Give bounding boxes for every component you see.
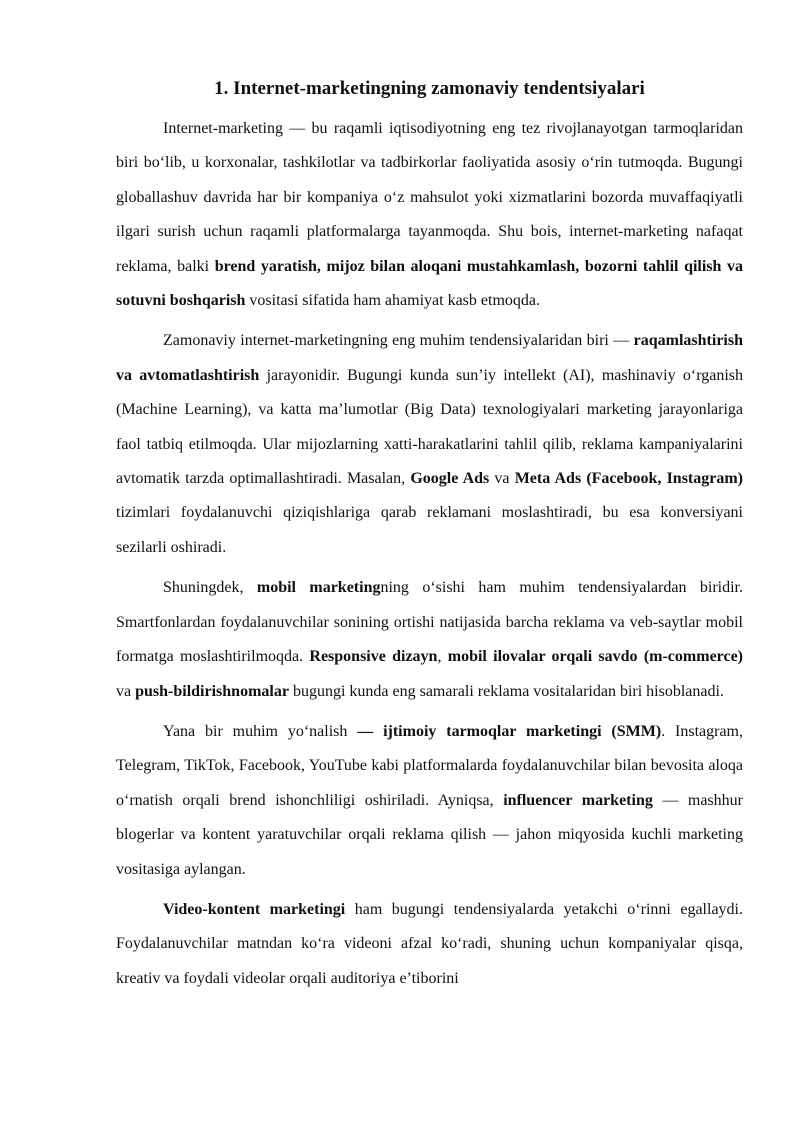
paragraph bbox=[116, 893, 743, 996]
paragraph-text: va bbox=[489, 470, 515, 488]
paragraph-bold-text: brend yaratish, mijoz bilan aloqani mustahkamlash, bozorni tahlil qilish va sotuvni boshqarish bbox=[116, 257, 744, 310]
paragraph-bold-text: raqamlashtirish va avtomatlashtirish bbox=[116, 332, 743, 384]
paragraph-text: Zamonaviy internet-marketingning eng muhim tendensiyalaridan biri — bbox=[163, 332, 634, 350]
paragraph-text: va bbox=[116, 682, 136, 700]
paragraph bbox=[116, 571, 743, 709]
paragraph-text: Internet-marketing — bu raqamli iqtisodiyotning eng tez rivojlanayotgan tarmoqlaridan biri bo‘lib, u korxonalar, tashkilotlar va tadbirkorlar faoliyatida asosiy o‘rin tutmoqda. Bugungi globallashuv davrida har bir kompaniya o‘z mahsulot yoki xizmatlarini bozorda muvaffaqiyatli ilgari surish uchun raqamli platformalarga tayanmoqda. Shu bois, internet-marketing nafaqat reklama, balki bbox=[116, 120, 743, 275]
paragraph-text: vositasi sifatida ham ahamiyat kasb etmoqda. bbox=[245, 292, 540, 310]
paragraph-text: Yana bir muhim yo‘nalish bbox=[163, 722, 358, 740]
paragraph-bold-text: Video-kontent marketingi bbox=[163, 900, 346, 918]
paragraph-bold-text: — ijtimoiy tarmoqlar marketingi (SMM) bbox=[357, 722, 662, 740]
paragraph-text: Shuningdek, bbox=[163, 579, 257, 597]
paragraph-text: ham bugungi tendensiyalarda yetakchi o‘rinni egallaydi. Foydalanuvchilar matndan ko‘ra videoni afzal ko‘radi, shuning uchun kompaniyalar qisqa, kreativ va foydali videolar orqali auditoriya e’tiborini bbox=[116, 900, 743, 987]
paragraph-bold-text: Google Ads bbox=[410, 470, 490, 488]
paragraph bbox=[116, 324, 743, 565]
paragraph-bold-text: mobil ilovalar orqali savdo (m-commerce) bbox=[447, 648, 744, 666]
paragraph-bold-text: influencer marketing bbox=[503, 791, 653, 809]
paragraph-bold-text: Meta Ads (Facebook, Instagram) bbox=[514, 470, 744, 488]
paragraph-text: , bbox=[437, 648, 448, 666]
paragraph bbox=[116, 715, 743, 887]
section-title: 1. Internet-marketingning zamonaviy tendentsiyalari bbox=[214, 78, 645, 99]
paragraph bbox=[116, 112, 743, 318]
paragraph-text: ning o‘sishi ham muhim tendensiyalardan biridir. Smartfonlardan foydalanuvchilar sonining ortishi natijasida barcha reklama va veb-saytlar mobil formatga moslashtirilmoqda. bbox=[116, 579, 744, 666]
paragraph-text: tizimlari foydalanuvchi qiziqishlariga qarab reklamani moslashtiradi, bu esa konversiyani sezilarli oshiradi. bbox=[116, 504, 743, 556]
paragraph-bold-text: push-bildirishnomalar bbox=[135, 682, 289, 700]
paragraph-text: . Instagram, Telegram, TikTok, Facebook, YouTube kabi platformalarda foydalanuvchilar bilan bevosita aloqa o‘rnatish orqali brend ishonchliligi oshiriladi. Ayniqsa, bbox=[116, 722, 743, 809]
paragraph-text: jarayonidir. Bugungi kunda sun’iy intellekt (AI), mashinaviy o‘rganish (Machine Learning), va katta ma’lumotlar (Big Data) texnologiyalari marketing jarayonlariga faol tatbiq etilmoqda. Ular mijozlarning xatti-harakatlarini tahlil qilib, reklama kampaniyalarini avtomatik tarzda optimallashtiradi. Masalan, bbox=[116, 366, 744, 488]
paragraph-text: — mashhur blogerlar va kontent yaratuvchilar orqali reklama qilish — jahon miqyosida kuchli marketing vositasiga aylangan. bbox=[116, 791, 743, 878]
paragraph-bold-text: mobil marketing bbox=[256, 579, 381, 597]
paragraph-bold-text: Responsive dizayn bbox=[309, 648, 438, 666]
paragraph-text: bugungi kunda eng samarali reklama vositalaridan biri hisoblanadi. bbox=[288, 682, 724, 700]
